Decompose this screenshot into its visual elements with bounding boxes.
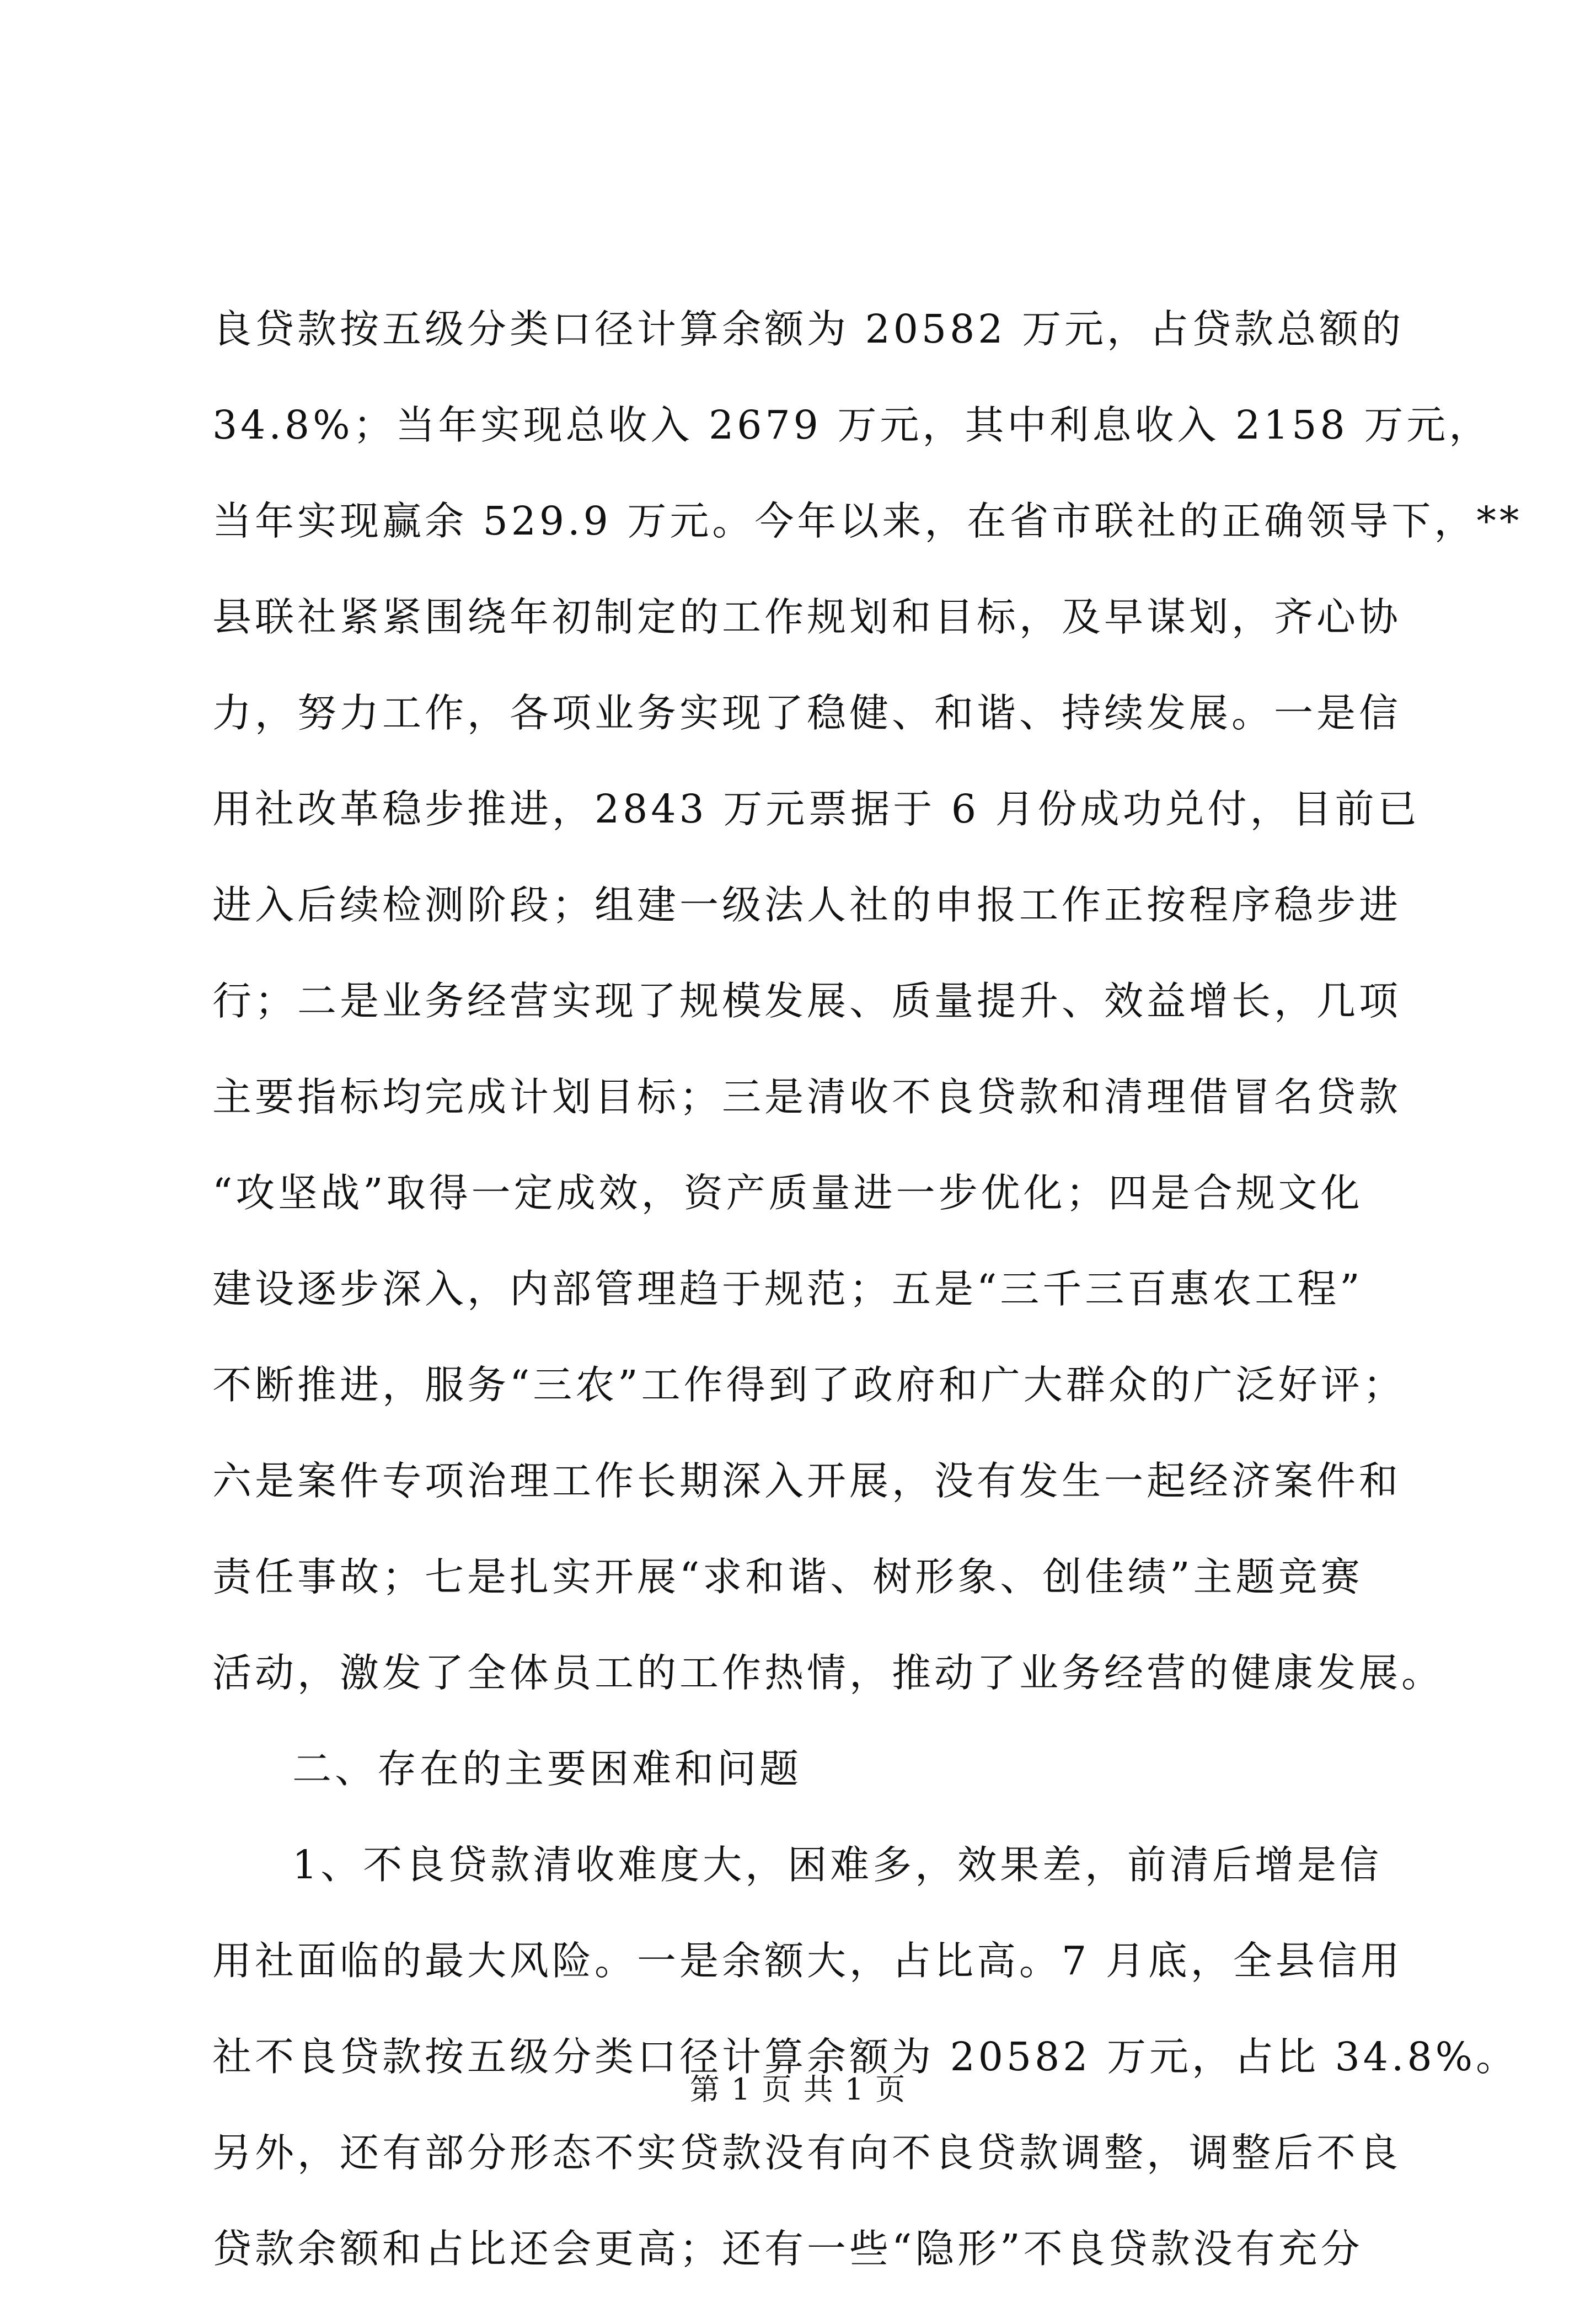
text-line-4: 县联社紧紧围绕年初制定的工作规划和目标，及早谋划，齐心协 [212, 594, 1402, 640]
section-heading: 二、存在的主要困难和问题 [292, 1746, 802, 1792]
document-body [212, 281, 1523, 2297]
text-line-20: 另外，还有部分形态不实贷款没有向不良贷款调整，调整后不良 [212, 2130, 1402, 2176]
text-line-14: 责任事故；七是扎实开展“求和谐、树形象、创佳绩”主题竞赛 [212, 1554, 1363, 1600]
text-line-1: 良贷款按五级分类口径计算余额为 20582 万元，占贷款总额的 [212, 306, 1405, 352]
text-line-9: 主要指标均完成计划目标；三是清收不良贷款和清理借冒名贷款 [212, 1074, 1402, 1120]
text-line-17: 1、不良贷款清收难度大，困难多，效果差，前清后增是信 [292, 1842, 1383, 1888]
text-line-8: 行；二是业务经营实现了规模发展、质量提升、效益增长，几项 [212, 978, 1402, 1024]
text-line-13: 六是案件专项治理工作长期深入开展，没有发生一起经济案件和 [212, 1458, 1402, 1504]
text-line-19: 社不良贷款按五级分类口径计算余额为 20582 万元，占比 34.8%。 [212, 2034, 1519, 2080]
text-line-21: 贷款余额和占比还会更高；还有一些“隐形”不良贷款没有充分 [212, 2226, 1363, 2272]
text-line-15: 活动，激发了全体员工的工作热情，推动了业务经营的健康发展。 [212, 1650, 1444, 1696]
text-line-3: 当年实现赢余 529.9 万元。今年以来，在省市联社的正确领导下，** [212, 498, 1523, 544]
text-line-18: 用社面临的最大风险。一是余额大，占比高。7 月底，全县信用 [212, 1938, 1403, 1984]
text-line-12: 不断推进，服务“三农”工作得到了政府和广大群众的广泛好评； [212, 1362, 1406, 1408]
text-line-11: 建设逐步深入，内部管理趋于规范；五是“三千三百惠农工程” [212, 1266, 1363, 1312]
page-footer: 第 1 页 共 1 页 [689, 2072, 907, 2107]
text-line-7: 进入后续检测阶段；组建一级法人社的申报工作正按程序稳步进 [212, 882, 1402, 928]
text-line-2: 34.8%；当年实现总收入 2679 万元，其中利息收入 2158 万元， [212, 402, 1492, 448]
text-line-10: “攻坚战”取得一定成效，资产质量进一步优化；四是合规文化 [212, 1170, 1363, 1216]
text-line-5: 力，努力工作，各项业务实现了稳健、和谐、持续发展。一是信 [212, 690, 1402, 736]
text-line-6: 用社改革稳步推进，2843 万元票据于 6 月份成功兑付，目前已 [212, 786, 1420, 832]
